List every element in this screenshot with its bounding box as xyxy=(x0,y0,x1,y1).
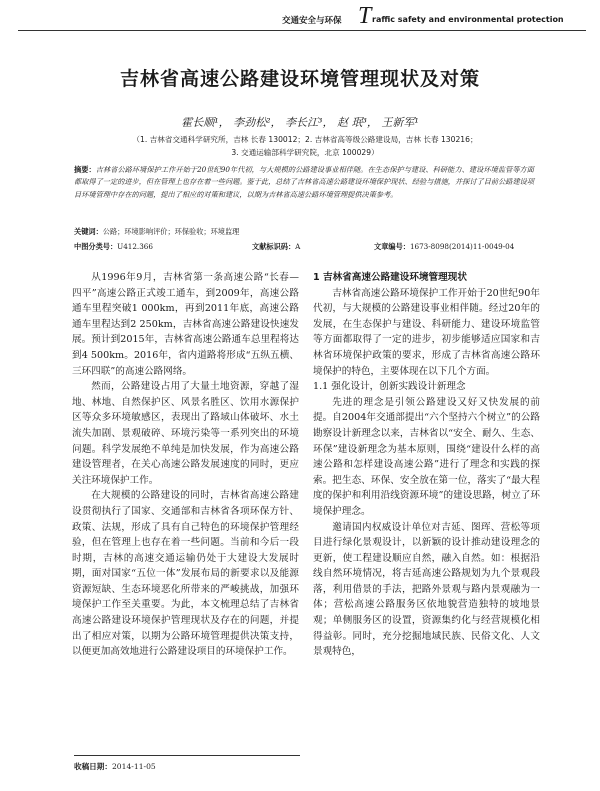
keywords-label: 关键词： xyxy=(74,227,103,236)
abstract-text: 吉林省公路环境保护工作开始于20世纪90年代初，与大规模的公路建设事业相伴随。在生态保护与建设、科研能力、建设环境监管等方面都取得了一定的进步，但在管理上也存在着一些问题。鉴于此，总结了吉林省高速公路建设环境保护现状、经验与措施，并探讨了目前公路建设项目环境管理中存在的问题，提出了相应的对策和建议，以期为吉林省高速公路环境管理提供决策参考。 xyxy=(74,165,535,199)
body-paragraph: 先进的理念是引领公路建设又好又快发展的前提。自2004年交通部提出“六个坚持六个树立”的公路勘察设计新理念以来，吉林省以“安全、耐久、生态、环保”建设新理念为基本原则，围绕“建设什么样的高速公路和怎样建设高速公路”进行了理念和实践的探索。把生态、环保、安全放在第一位，落实了“最大程度的保护和利用沿线资源环境”的建设思路，树立了环境保护理念。 xyxy=(313,396,540,517)
received-date-value: 2014-11-05 xyxy=(111,762,156,771)
author-list: 霍长顺¹， 李劲松²， 李长江³， 赵 珉³， 王新军¹ xyxy=(181,116,419,129)
article-meta xyxy=(74,242,544,254)
affiliation-line-2: 3. 交通运输部科学研究院，北京 100029） xyxy=(231,148,379,157)
clc-number: 中图分类号： U412.366 xyxy=(74,242,153,251)
body-paragraph: 吉林省高速公路环境保护工作开始于20世纪90年代初，与大规模的公路建设事业相伴随。经过20年的发展，在生态保护与建设、科研能力、建设环境监管等方面都取得了一定的进步，初步能够适应国家和吉林省环境保护政策的要求，形成了吉林省高速公路环境保护的特色，主要体现在以下几个方面。 xyxy=(313,287,540,377)
body-column-left xyxy=(72,270,299,660)
abstract-label: 摘要： xyxy=(74,165,96,174)
document-code: 文献标识码： A xyxy=(252,242,301,251)
received-date-footnote xyxy=(74,755,300,772)
article-number: 文章编号： 1673-8098(2014)11-0049-04 xyxy=(374,242,515,251)
section-label-cn: 交通安全与环保 xyxy=(282,16,342,26)
abstract xyxy=(74,164,534,201)
body-paragraph: 从1996年9月，吉林省第一条高速公路“长春—四平”高速公路正式竣工通车，到2009年，高速公路通车里程突破1 000km，再到2011年底，高速公路通车里程达到2 250km，吉林省高速公路建设快速发展。预计到2015年，吉林省高速公路通车总里程将达到4 500km。2016年，省内道路将形成“五纵五横、三环四联”的高速公路网络。 xyxy=(72,272,299,377)
affiliation-line-1: （1. 吉林省交通科学研究所，吉林 长春 130012；2. 吉林省高等级公路建设局，吉林 长春 130216； xyxy=(132,135,478,144)
body-paragraph: 然而，公路建设占用了大量土地资源，穿越了湿地、林地、自然保护区、风景名胜区、饮用水源保护区等众多环境敏感区，表现出了路域山体破坏、水土流失加剧、景观破碎、环境污染等一系列突出的环境问题。科学发展绝不单纯是加快发展，作为高速公路建设管理者，在关心高速公路发展速度的同时，更应关注环境保护工作。 xyxy=(72,381,299,486)
section-label-en: raffic safety and environmental protection xyxy=(372,15,564,24)
article-title: 吉林省高速公路建设环境管理现状及对策 xyxy=(119,68,480,90)
keywords xyxy=(74,227,534,237)
received-date-label: 收稿日期： xyxy=(74,762,112,771)
section-heading: 1 吉林省高速公路建设环境管理现状 xyxy=(313,272,467,283)
running-header xyxy=(0,3,600,30)
body-column-right xyxy=(313,270,540,660)
traffic-logo-letter: T xyxy=(358,3,372,29)
subsection-heading: 1.1 强化设计，创新实践设计新理念 xyxy=(313,381,466,393)
header-rule xyxy=(18,30,586,31)
body-paragraph: 邀请国内权威设计单位对吉延、图珲、营松等项目进行绿化景观设计，以新颖的设计推动建设理念的更新，使工程建设顺应自然，融入自然。如：根据沿线自然环境情况，将吉延高速公路规划为九个景观段落，利用借景的手法，把路外景观与路内景观融为一体；营松高速公路服务区依地貌营造独特的坡地景观；单侧服务区的设置，资源集约化与经营规模化相得益彰。同时，充分挖掘地域民族、民俗文化、人文景观特色， xyxy=(313,521,540,658)
keywords-text: 公路；环境影响评价；环保验收；环境监理 xyxy=(102,227,240,236)
body-paragraph: 在大规模的公路建设的同时，吉林省高速公路建设贯彻执行了国家、交通部和吉林省各项环保方针、政策、法规，形成了具有自己特色的环境保护管理经验，但在管理上也存在着一些问题。当前和今后一段时期，吉林的高速交通运输仍处于大建设大发展时期，面对国家“五位一体”发展布局的新要求以及能源资源短缺、生态环境恶化所带来的严峻挑战，加强环境保护工作至关重要。为此，本文梳理总结了吉林省高速公路建设环境保护管理现状及存在的问题，并提出了相应对策，以期为公路环境管理提供决策支持，以便更加高效地进行公路建设项目的环境保护工作。 xyxy=(72,490,299,658)
